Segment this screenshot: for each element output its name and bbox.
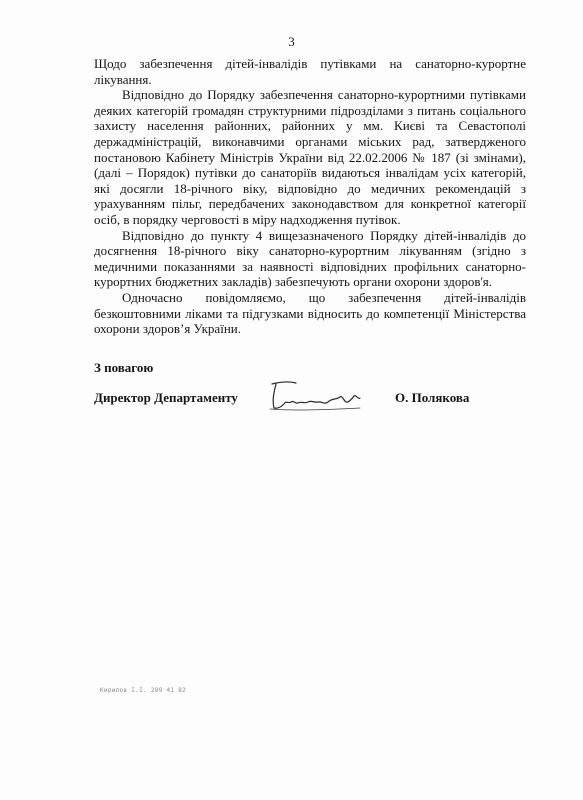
paragraph-procedure: Відповідно до Порядку забезпечення санаторно-курортними путівками деяких категорій громадян структурними підрозділами з питань соціального захисту населення районних, районних у мм. Києві та Севастополі держадміністрацій, виконавчими органами міських рад, затвердженого постановою Кабінету Міністрів України від 22.02.2006 № 187 (зі змінами), (далі – Порядок) путівки до санаторіїв видаються інвалідам усіх категорій, які досягли 18-річного віку, відповідно до медичних рекомендацій з урахуванням пільг, передбачених законодавством для конкретної категорії осіб, в порядку черговості в міру надходження путівок. (94, 87, 526, 227)
paragraph-medicines: Одночасно повідомляємо, що забезпечення дітей-інвалідів безкоштовними ліками та підгузками відносить до компетенції Міністерства охорони здоров’я України. (94, 289, 526, 337)
executor-footer-code: Кирилов І.І. 289 41 82 (100, 687, 187, 694)
handwritten-signature (262, 378, 372, 416)
paragraph-children: Відповідно до пункту 4 вищезазначеного Порядку дітей-інвалідів до досягнення 18-річного віку санаторно-курортним лікуванням (згідно з медичними показаннями за наявності відповідних профільних санаторно-курортних бюджетних закладів) забезпечують органи охорони здоров'я. (94, 227, 526, 290)
closing-phrase: З повагою (94, 360, 154, 375)
signatory-title: Директор Департаменту (94, 390, 238, 405)
letter-body (94, 56, 526, 337)
paragraph-subject: Щодо забезпечення дітей-інвалідів путівками на санаторно-курортне лікування. (94, 56, 526, 87)
page-number: 3 (288, 34, 295, 49)
signatory-name: О. Полякова (395, 390, 470, 405)
